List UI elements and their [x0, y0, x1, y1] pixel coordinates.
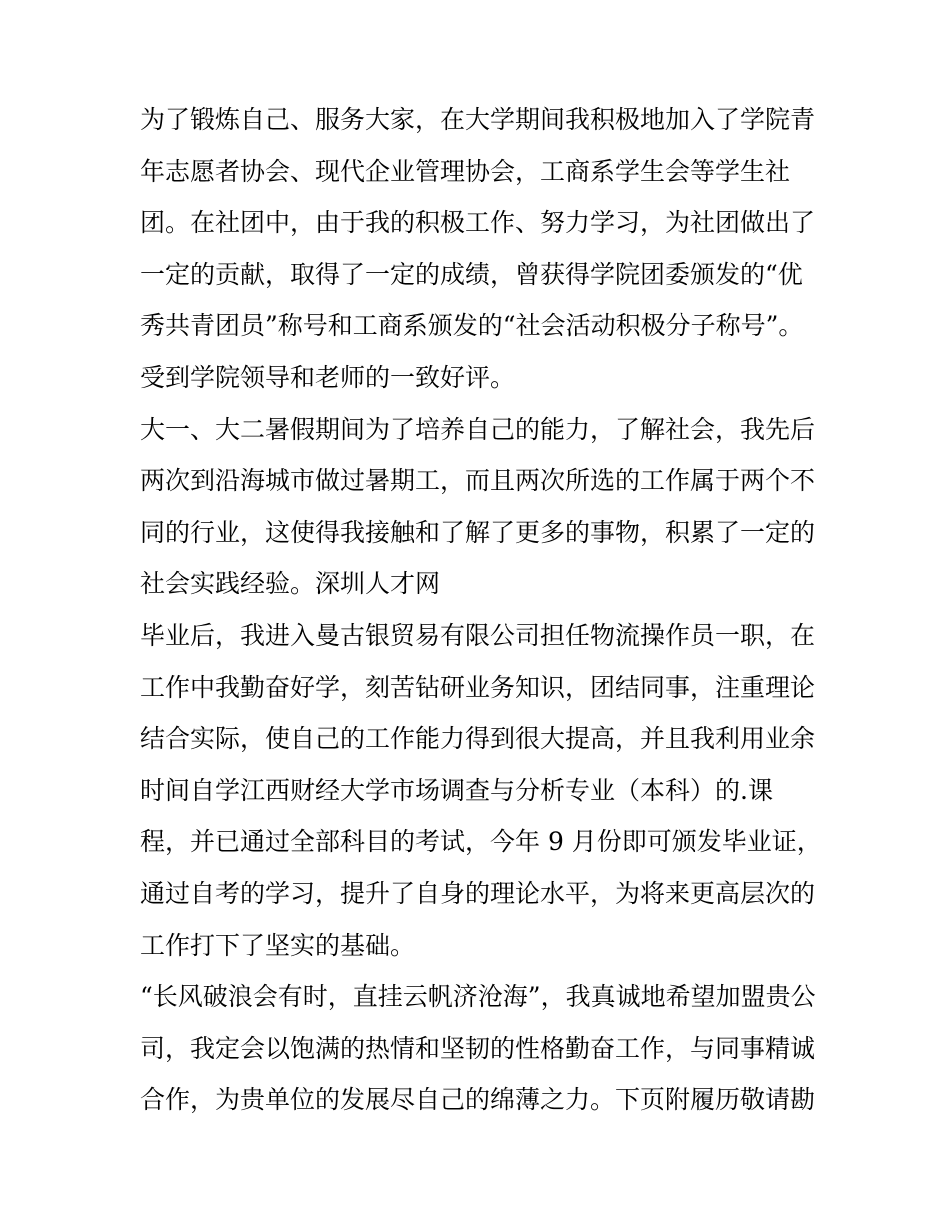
- text-line: 受到学院领导和老师的一致好评。: [140, 362, 516, 392]
- text-line: 两次到沿海城市做过暑期工，而且两次所选的工作属于两个不: [140, 466, 816, 496]
- text-line: 结合实际，使自己的工作能力得到很大提高，并且我利用业余: [140, 724, 816, 754]
- text-line: “长风破浪会有时，直挂云帆济沧海”，我真诚地希望加盟贵公: [140, 982, 816, 1012]
- text-line: 年志愿者协会、现代企业管理协会，工商系学生会等学生社: [140, 156, 791, 186]
- text-line: 合作，为贵单位的发展尽自己的绵薄之力。下页附履历敬请勘: [140, 1085, 816, 1115]
- text-line: 程，并已通过全部科目的考试，今年 9 月份即可颁发毕业证，: [140, 827, 822, 857]
- text-line: 团。在社团中，由于我的积极工作、努力学习，为社团做出了: [140, 208, 816, 238]
- text-line: 毕业后，我进入曼古银贸易有限公司担任物流操作员一职，在: [140, 620, 816, 650]
- text-line: 为了锻炼自己、服务大家，在大学期间我积极地加入了学院青: [140, 105, 816, 134]
- text-line: 通过自考的学习，提升了自身的理论水平，为将来更高层次的: [140, 878, 816, 908]
- text-line: 工作打下了坚实的基础。: [140, 930, 416, 960]
- text-line: 一定的贡献，取得了一定的成绩，曾获得学院团委颁发的“优: [140, 259, 803, 289]
- text-line: 社会实践经验。深圳人才网: [140, 569, 441, 599]
- text-line: 司，我定会以饱满的热情和坚韧的性格勤奋工作，与同事精诚: [140, 1033, 816, 1063]
- text-line: 同的行业，这使得我接触和了解了更多的事物，积累了一定的: [140, 517, 816, 547]
- text-line: 秀共青团员”称号和工商系颁发的“社会活动积极分子称号”。: [140, 311, 804, 341]
- text-line: 大一、大二暑假期间为了培养自己的能力，了解社会，我先后: [140, 414, 816, 444]
- text-line: 时间自学江西财经大学市场调查与分析专业（本科）的.课: [140, 775, 773, 805]
- cover-letter-body: [140, 94, 820, 1126]
- text-line: 工作中我勤奋好学，刻苦钻研业务知识，团结同事，注重理论: [140, 672, 816, 702]
